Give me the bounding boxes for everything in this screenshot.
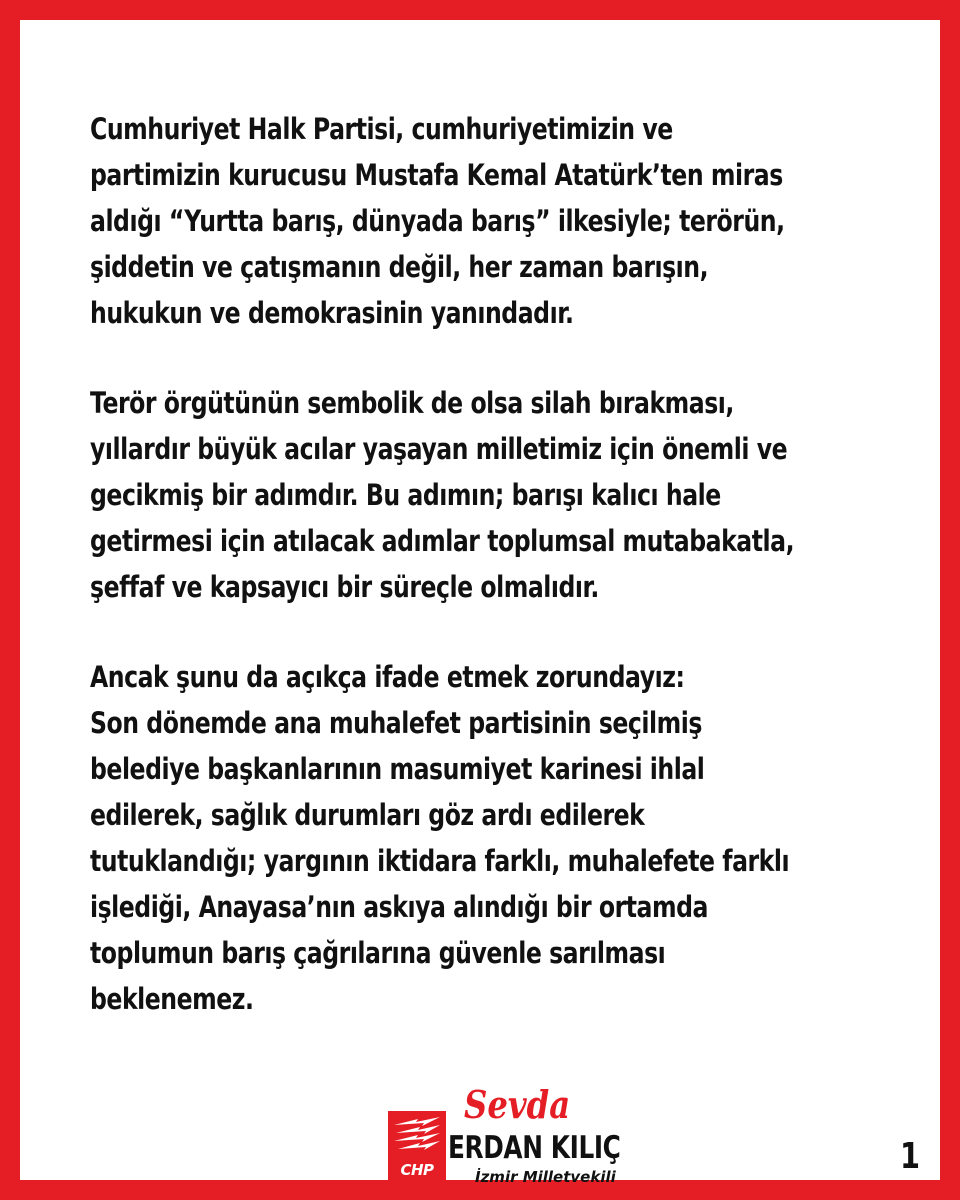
paragraph-line: getirmesi için atılacak adımlar toplumsal mutabakatla, xyxy=(90,524,795,558)
paragraph-line: işlediği, Anayasa’nın askıya alındığı bir ortamda xyxy=(90,890,708,924)
page-number: 1 xyxy=(900,1136,921,1177)
statement-paragraph-3 xyxy=(90,654,950,1022)
paragraph-line: şeffaf ve kapsayıcı bir süreçle olmalıdır. xyxy=(90,570,599,604)
paragraph-line: Son dönemde ana muhalefet partisinin seçilmiş xyxy=(90,706,702,740)
arrow-shape xyxy=(394,1133,440,1142)
paragraph-line: Cumhuriyet Halk Partisi, cumhuriyetimizin ve xyxy=(90,112,673,146)
paragraph-line: toplumun barış çağrılarına güvenle sarılması xyxy=(90,936,666,970)
arrow-shape xyxy=(396,1125,440,1134)
chp-logo xyxy=(388,1111,446,1185)
paragraph-line: Ancak şunu da açıkça ifade etmek zorundayız: xyxy=(90,660,685,694)
paragraph-line: tutuklandığı; yargının iktidara farklı, muhalefete farklı xyxy=(90,844,790,878)
signature-first-name: Sevda xyxy=(464,1082,571,1127)
paragraph-line: partimizin kurucusu Mustafa Kemal Atatürk’ten miras xyxy=(90,158,783,192)
paragraph-line: belediye başkanlarının masumiyet karinesi ihlal xyxy=(90,752,705,786)
paragraph-line: Terör örgütünün sembolik de olsa silah bırakması, xyxy=(90,386,734,420)
signature-last-name: ERDAN KILIÇ xyxy=(448,1130,621,1166)
signature-role: İzmir Milletvekili xyxy=(475,1168,616,1186)
signature-logo xyxy=(388,1082,628,1188)
paragraph-line: gecikmiş bir adımdır. Bu adımın; barışı kalıcı hale xyxy=(90,478,721,512)
paragraph-line: şiddetin ve çatışmanın değil, her zaman barışın, xyxy=(90,250,709,284)
paragraph-line: edilerek, sağlık durumları göz ardı edilerek xyxy=(90,798,645,832)
chp-label: CHP xyxy=(400,1161,434,1179)
paragraph-line: beklenemez. xyxy=(90,982,254,1016)
arrow-shape xyxy=(394,1117,440,1126)
paragraph-line: aldığı “Yurtta barış, dünyada barış” ilkesiyle; terörün, xyxy=(90,204,785,238)
paragraph-line: hukukun ve demokrasinin yanındadır. xyxy=(90,296,574,330)
statement-paragraph-1 xyxy=(90,106,950,336)
statement-text xyxy=(90,106,950,1022)
statement-paragraph-2 xyxy=(90,380,950,610)
arrow-shape xyxy=(398,1141,440,1150)
six-arrows-icon xyxy=(388,1111,446,1161)
paragraph-line: yıllardır büyük acılar yaşayan milletimiz için önemli ve xyxy=(90,432,788,466)
